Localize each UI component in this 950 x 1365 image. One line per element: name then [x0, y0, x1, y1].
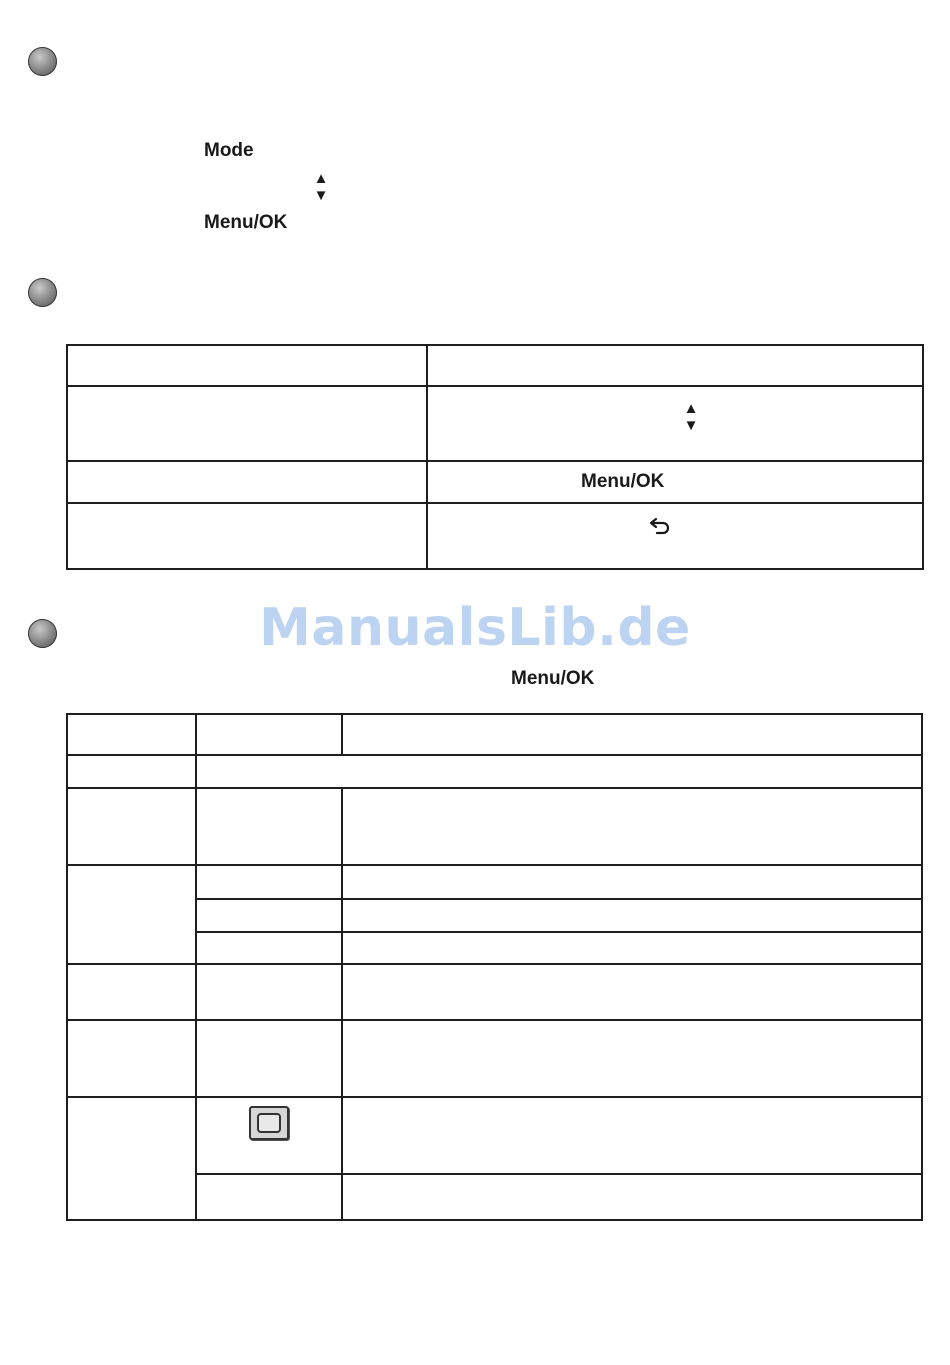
- up-arrow-icon: ▲: [313, 170, 329, 187]
- table-cell: [342, 899, 922, 932]
- settings-table: [66, 713, 923, 1221]
- table-cell: [342, 1020, 922, 1097]
- table-cell: [67, 1097, 196, 1174]
- controls-table: [66, 344, 924, 570]
- table-cell: [196, 1174, 342, 1220]
- table-cell: [196, 788, 342, 865]
- table-cell: [67, 755, 196, 788]
- table-cell: [67, 1174, 196, 1220]
- section-bullet-2: [28, 278, 57, 307]
- table-row: [67, 345, 923, 386]
- table-row: [67, 1020, 922, 1097]
- table-cell: [342, 865, 922, 899]
- table-cell: [67, 461, 427, 503]
- section-bullet-1: [28, 47, 57, 76]
- table-cell: [342, 714, 922, 755]
- table-row: [67, 865, 922, 899]
- down-arrow-icon: ▼: [683, 417, 699, 434]
- table-cell: [196, 932, 342, 964]
- section-bullet-3: [28, 619, 57, 648]
- table-cell: [196, 865, 342, 899]
- table-cell: [67, 964, 196, 1020]
- table-cell: [427, 461, 923, 503]
- up-down-arrows-icon: [682, 400, 700, 434]
- table-cell: [342, 964, 922, 1020]
- table-cell: [342, 1174, 922, 1220]
- table-cell: [67, 899, 196, 932]
- table-row: [67, 964, 922, 1020]
- frame-icon: [249, 1106, 289, 1140]
- table-cell: [67, 714, 196, 755]
- menu-ok-label-2: Menu/OK: [511, 668, 595, 689]
- table-cell: [342, 932, 922, 964]
- table-cell: [196, 964, 342, 1020]
- table-cell: [342, 788, 922, 865]
- table-row: [67, 1174, 922, 1220]
- table-cell: [427, 386, 923, 461]
- table-row: [67, 503, 923, 569]
- table-cell: [67, 788, 196, 865]
- down-arrow-icon: ▼: [313, 187, 329, 204]
- menu-ok-cell-label: Menu/OK: [581, 471, 665, 492]
- table-row: [67, 899, 922, 932]
- table-row: [67, 1097, 922, 1174]
- menu-ok-label: Menu/OK: [204, 212, 288, 233]
- table-cell: [67, 1020, 196, 1097]
- watermark: ManualsLib.de: [259, 598, 691, 658]
- table-cell: [196, 1097, 342, 1174]
- table-row: [67, 714, 922, 755]
- up-down-arrows-icon: [312, 170, 330, 204]
- table-cell: [67, 345, 427, 386]
- table-cell: [427, 503, 923, 569]
- table-cell: [427, 345, 923, 386]
- table-row: [67, 461, 923, 503]
- table-row: [67, 932, 922, 964]
- up-arrow-icon: ▲: [683, 400, 699, 417]
- table-cell: [196, 755, 922, 788]
- table-cell: [342, 1097, 922, 1174]
- back-arrow-icon: [648, 516, 672, 536]
- table-cell: [67, 932, 196, 964]
- table-cell: [67, 386, 427, 461]
- table-cell: [67, 503, 427, 569]
- table-row: [67, 386, 923, 461]
- table-row: [67, 788, 922, 865]
- table-row: [67, 755, 922, 788]
- mode-label: Mode: [204, 140, 254, 161]
- table-cell: [67, 865, 196, 899]
- table-cell: [196, 1020, 342, 1097]
- table-cell: [196, 714, 342, 755]
- table-cell: [196, 899, 342, 932]
